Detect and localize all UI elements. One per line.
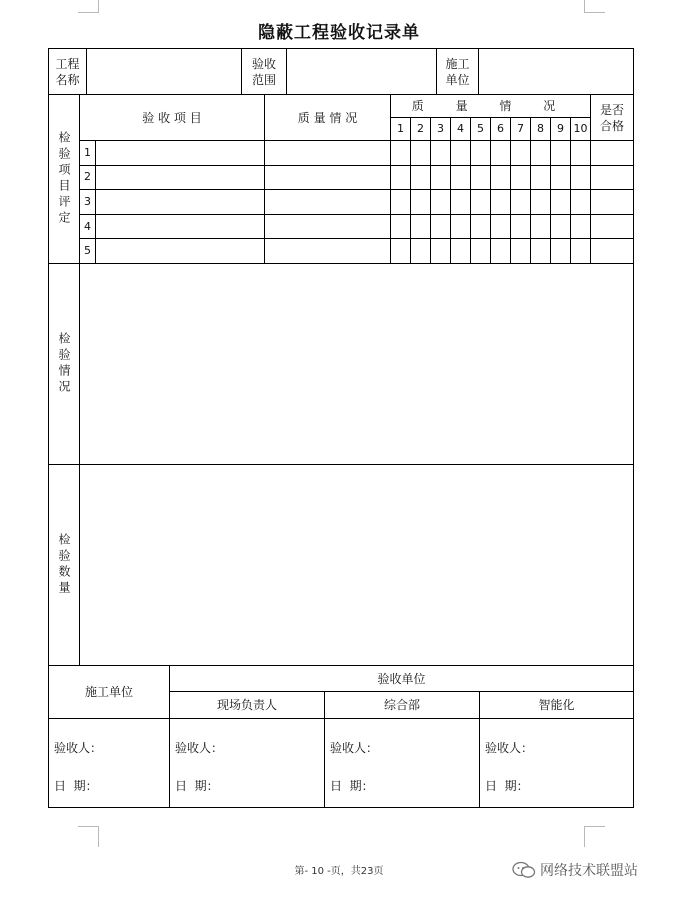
signoff-acceptance-unit	[170, 666, 633, 692]
score-cell[interactable]	[391, 166, 411, 191]
score-cell[interactable]	[411, 190, 431, 215]
signoff-site-manager	[170, 692, 325, 719]
quality-cell[interactable]	[265, 239, 391, 264]
score-cell[interactable]	[491, 239, 511, 264]
date-label: 日 期：	[175, 779, 219, 793]
crop-mark-bottom-left	[78, 826, 99, 847]
score-cell[interactable]	[471, 190, 491, 215]
pass-cell[interactable]	[591, 239, 633, 264]
quality-header-2	[391, 95, 591, 118]
quality-cell[interactable]	[265, 166, 391, 191]
score-cell[interactable]	[491, 190, 511, 215]
score-cell[interactable]	[471, 141, 491, 166]
acceptance-scope-label	[242, 49, 287, 95]
date-label: 日 期：	[54, 779, 98, 793]
column-number: 2	[411, 118, 431, 141]
construction-unit-field[interactable]	[479, 49, 633, 95]
score-cell[interactable]	[391, 141, 411, 166]
inspection-status-label	[49, 264, 80, 465]
item-header	[80, 95, 265, 141]
acceptor-label: 验收人：	[54, 741, 103, 755]
item-cell[interactable]	[96, 239, 265, 264]
score-cell[interactable]	[451, 190, 471, 215]
score-cell[interactable]	[411, 141, 431, 166]
score-cell[interactable]	[531, 141, 551, 166]
wechat-icon	[512, 861, 536, 879]
score-cell[interactable]	[431, 141, 451, 166]
score-cell[interactable]	[391, 239, 411, 264]
row-number: 5	[80, 239, 96, 264]
quality-cell[interactable]	[265, 141, 391, 166]
score-cell[interactable]	[511, 190, 531, 215]
column-number: 7	[511, 118, 531, 141]
score-cell[interactable]	[431, 215, 451, 240]
signoff-acceptance-unit-text: 验收单位	[377, 671, 426, 686]
score-cell[interactable]	[551, 141, 571, 166]
pass-cell[interactable]	[591, 215, 633, 240]
score-cell[interactable]	[411, 215, 431, 240]
row-number: 1	[80, 141, 96, 166]
score-cell[interactable]	[431, 239, 451, 264]
quality-cell[interactable]	[265, 215, 391, 240]
pass-header-text: 是否合格	[599, 102, 624, 133]
score-cell[interactable]	[431, 166, 451, 191]
pass-cell[interactable]	[591, 166, 633, 191]
crop-mark-top-left	[78, 0, 99, 13]
score-cell[interactable]	[551, 190, 571, 215]
score-cell[interactable]	[471, 215, 491, 240]
pass-cell[interactable]	[591, 141, 633, 166]
pass-header	[591, 95, 633, 141]
acceptance-scope-field[interactable]	[287, 49, 437, 95]
quality-cell[interactable]	[265, 190, 391, 215]
signoff-construction-unit-text: 施工单位	[84, 685, 133, 699]
acceptance-scope-text: 验收范围	[251, 56, 276, 87]
score-cell[interactable]	[511, 239, 531, 264]
column-number: 4	[451, 118, 471, 141]
score-cell[interactable]	[471, 239, 491, 264]
inspection-quantity-text: 检验数量	[57, 533, 71, 597]
score-cell[interactable]	[511, 215, 531, 240]
score-cell[interactable]	[411, 239, 431, 264]
score-cell[interactable]	[451, 215, 471, 240]
signoff-intelligent-text: 智能化	[538, 698, 575, 712]
column-number: 5	[471, 118, 491, 141]
score-cell[interactable]	[491, 166, 511, 191]
score-cell[interactable]	[531, 239, 551, 264]
acceptor-label: 验收人：	[485, 741, 534, 755]
score-cell[interactable]	[511, 141, 531, 166]
score-cell[interactable]	[431, 190, 451, 215]
item-cell[interactable]	[96, 190, 265, 215]
score-cell[interactable]	[531, 166, 551, 191]
date-label: 日 期：	[330, 779, 374, 793]
column-number: 9	[551, 118, 571, 141]
score-cell[interactable]	[531, 215, 551, 240]
score-cell[interactable]	[411, 166, 431, 191]
column-number: 6	[491, 118, 511, 141]
signoff-site-manager-text: 现场负责人	[216, 698, 277, 712]
quality-header-text: 质 量 情 况	[297, 110, 358, 125]
watermark-text: 网络技术联盟站	[540, 863, 638, 879]
row-number: 2	[80, 166, 96, 191]
column-number: 10	[571, 118, 591, 141]
score-cell[interactable]	[471, 166, 491, 191]
score-cell[interactable]	[551, 166, 571, 191]
score-cell[interactable]	[571, 190, 591, 215]
row-number: 4	[80, 215, 96, 240]
item-cell[interactable]	[96, 141, 265, 166]
inspection-status-text: 检验情况	[57, 332, 71, 396]
signoff-intelligent	[480, 692, 633, 719]
inspection-quantity-label	[49, 465, 80, 666]
acceptor-label: 验收人：	[330, 741, 379, 755]
crop-mark-bottom-right	[584, 826, 605, 847]
score-cell[interactable]	[491, 215, 511, 240]
score-cell[interactable]	[491, 141, 511, 166]
score-cell[interactable]	[551, 215, 571, 240]
quality-header	[265, 95, 391, 141]
signoff-construction-unit	[49, 666, 170, 719]
project-name-field[interactable]	[87, 49, 242, 95]
project-name-label	[49, 49, 87, 95]
score-cell[interactable]	[571, 215, 591, 240]
score-cell[interactable]	[391, 190, 411, 215]
item-header-text: 验 收 项 目	[142, 110, 202, 125]
project-name-text: 工程名称	[55, 56, 80, 87]
score-cell[interactable]	[571, 166, 591, 191]
construction-unit-label	[437, 49, 479, 95]
evaluation-section-text: 检验项目评定	[57, 131, 71, 227]
pass-cell[interactable]	[591, 190, 633, 215]
column-number: 1	[391, 118, 411, 141]
signoff-general-dept	[325, 692, 480, 719]
column-number: 3	[431, 118, 451, 141]
score-cell[interactable]	[451, 141, 471, 166]
crop-mark-top-right	[584, 0, 605, 13]
inspection-status-field[interactable]	[80, 264, 633, 465]
document-title: 隐蔽工程验收记录单	[258, 23, 420, 43]
item-cell[interactable]	[96, 166, 265, 191]
quality-header-2-text: 质 量 情 况	[411, 99, 570, 113]
score-cell[interactable]	[451, 166, 471, 191]
score-cell[interactable]	[531, 190, 551, 215]
construction-unit-text: 施工单位	[445, 56, 470, 87]
signoff-general-dept-text: 综合部	[383, 698, 420, 712]
score-cell[interactable]	[571, 141, 591, 166]
date-label: 日 期：	[485, 779, 529, 793]
watermark	[512, 860, 638, 880]
acceptor-label: 验收人：	[175, 741, 224, 755]
acceptance-form-table	[48, 48, 634, 808]
score-cell[interactable]	[551, 239, 571, 264]
score-cell[interactable]	[391, 215, 411, 240]
score-cell[interactable]	[511, 166, 531, 191]
evaluation-section-label	[49, 95, 80, 264]
row-number: 3	[80, 190, 96, 215]
item-cell[interactable]	[96, 215, 265, 240]
score-cell[interactable]	[571, 239, 591, 264]
page-footer: 第- 10 -页，共23页	[294, 866, 384, 877]
inspection-quantity-field[interactable]	[80, 465, 633, 666]
score-cell[interactable]	[451, 239, 471, 264]
column-number: 8	[531, 118, 551, 141]
